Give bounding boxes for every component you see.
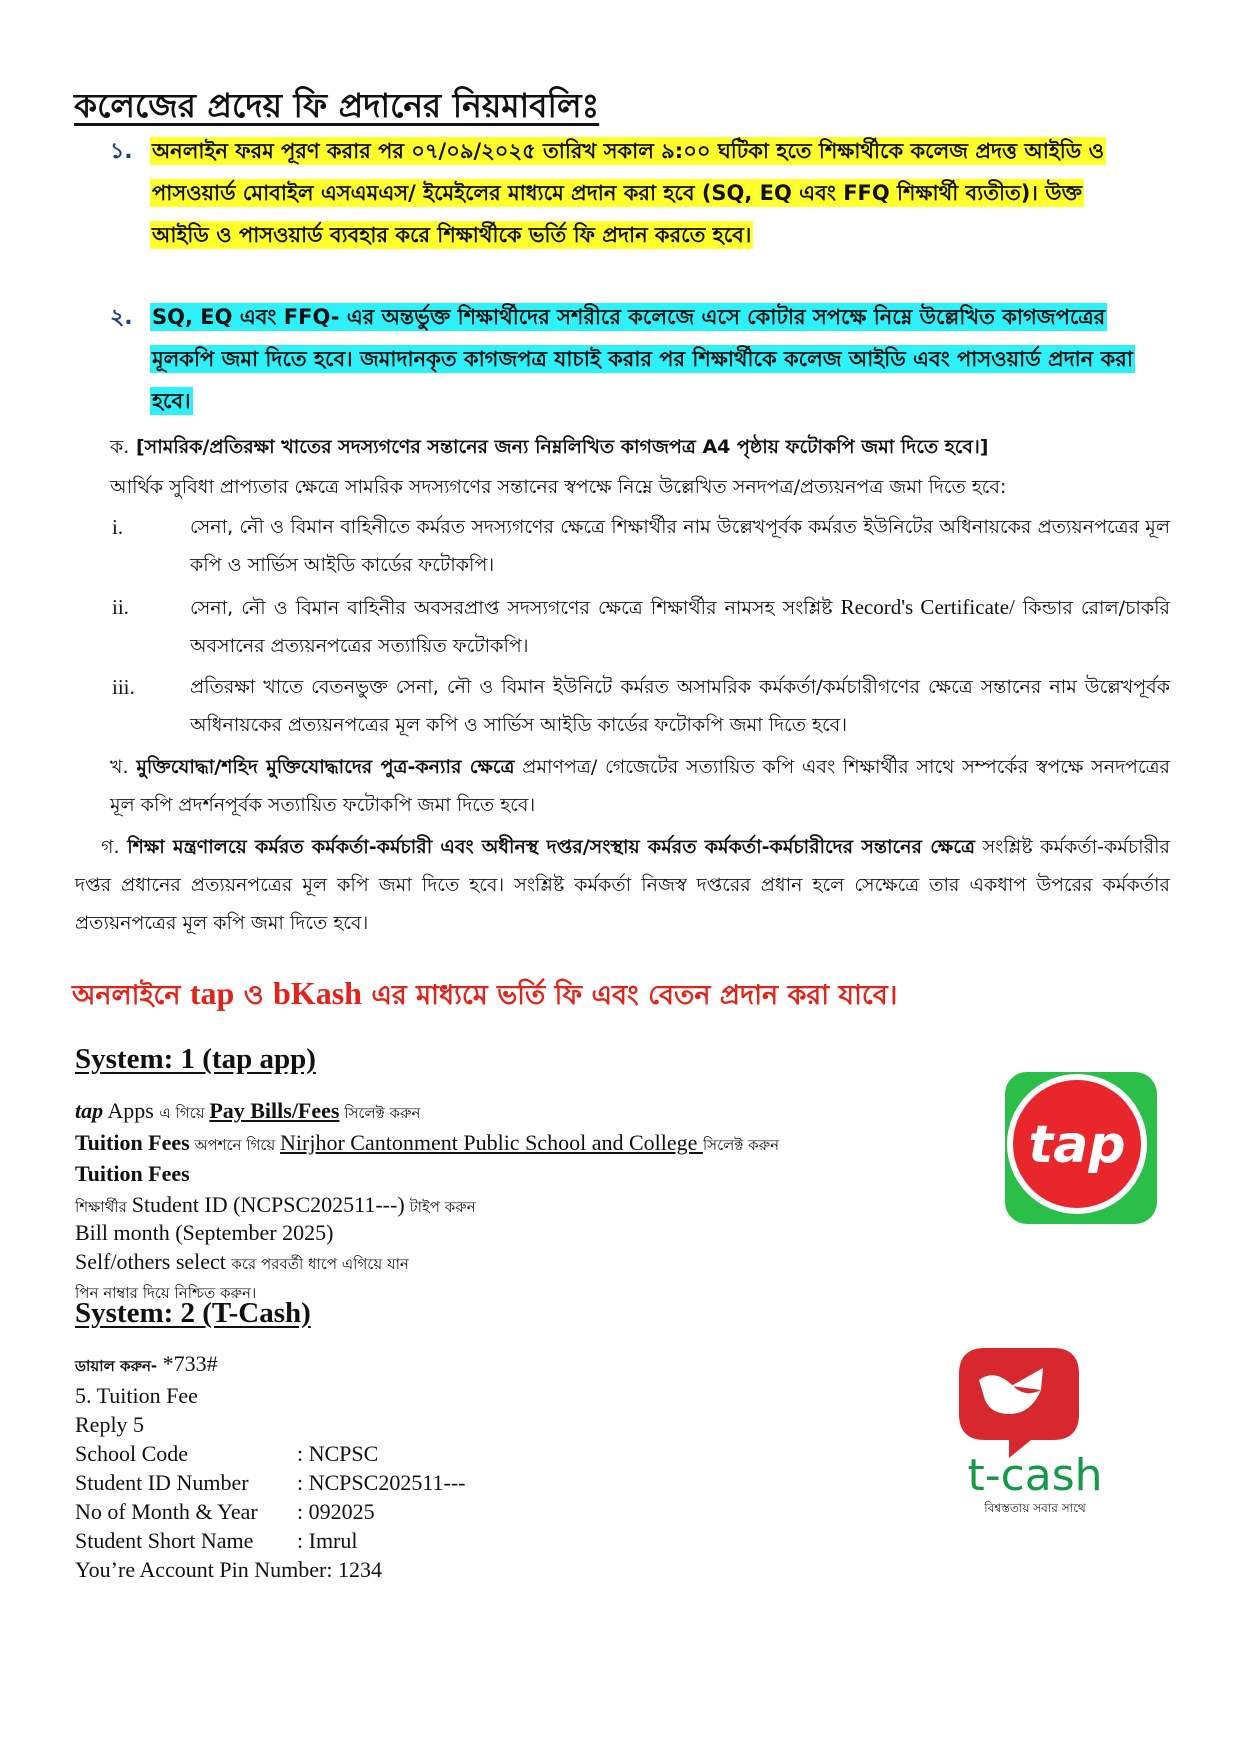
step-text: Nirjhor Cantonment Public School and College	[280, 1130, 703, 1155]
section-text: সংশ্লিষ্ট কর্মকর্তা-কর্মচারীর দপ্তর প্রধানের প্রত্যয়নপত্রের মূল কপি জমা দিতে হবে। সংশ্লিষ্ট কর্মকর্তা নিজস্ব দপ্তরের প্রধান হলে সেক্ষেত্রে তার একধাপ উপরের কর্মকর্তার প্রত্যয়নপত্রের মূল কপি জমা দিতে হবে।	[75, 836, 1170, 934]
step-text: Tuition Fees	[75, 1130, 190, 1155]
system-1-step	[75, 1098, 420, 1127]
tcash-logo-icon	[945, 1340, 1125, 1520]
field-label: School Code	[75, 1441, 189, 1466]
notice-text: অনলাইনে	[72, 980, 190, 1011]
tcash-logo-text: t-cash	[967, 1450, 1103, 1501]
step-text: Student ID (NCPSC202511---)	[131, 1192, 405, 1217]
step-text: সিলেক্ট করুন	[339, 1104, 421, 1122]
section-label: খ.	[110, 756, 129, 778]
rule-text	[150, 130, 1106, 256]
rule-line: মূলকপি জমা দিতে হবে। জমাদানকৃত কাগজপত্র যাচাই করার পর শিক্ষার্থীকে কলেজ আইডি এবং পাসওয়ার্ড প্রদান করা	[152, 347, 1133, 371]
field-row	[75, 1528, 358, 1554]
section-label: ক.	[110, 436, 130, 458]
system-1-step: Tuition Fees	[75, 1161, 190, 1186]
step-text: অপশনে গিয়ে	[189, 1136, 281, 1154]
field-label: Student ID Number	[75, 1470, 249, 1495]
system-2-step: 5. Tuition Fee	[75, 1383, 198, 1408]
system-1-step: Bill month (September 2025)	[75, 1220, 334, 1245]
rule-text	[150, 296, 1135, 422]
notice-text: ও	[234, 980, 273, 1011]
step-text: Pay Bills/Fees	[209, 1098, 340, 1123]
section-text: প্রমাণপত্র/ গেজেটের সত্যায়িত কপি এবং শিক্ষার্থীর সাথে সম্পর্কের স্বপক্ষে সনদপত্রের মূল কপি প্রদর্শনপূর্বক সত্যায়িত ফটোকপি জমা দিতে হবে।	[110, 756, 1170, 816]
section-ga	[75, 828, 1170, 942]
field-value: : Imrul	[297, 1528, 358, 1553]
rule-2	[110, 296, 1170, 422]
rule-1	[110, 130, 1170, 256]
rule-number: ২.	[110, 305, 133, 330]
item-number: i.	[112, 515, 124, 539]
item-text-part: কিন্ডার রোল/চাকরি অবসানের প্রত্যয়নপত্রের সত্যায়িত ফটোকপি।	[190, 597, 1171, 657]
list-item	[112, 668, 1170, 744]
step-text: করে পরবর্তী ধাপে এগিয়ে যান	[231, 1255, 409, 1273]
step-text: টাইপ করুন	[404, 1198, 476, 1216]
section-label: গ.	[101, 836, 120, 858]
step-text: Self/others select	[75, 1249, 232, 1274]
step-text: Apps	[103, 1098, 160, 1123]
page-title: কলেজের প্রদেয় ফি প্রদানের নিয়মাবলিঃ	[74, 86, 600, 125]
system-1-heading: System: 1 (tap app)	[75, 1043, 316, 1075]
step-text: শিক্ষার্থীর	[75, 1198, 132, 1216]
notice-text: এর মাধ্যমে ভর্তি ফি এবং বেতন প্রদান করা যাবে।	[361, 980, 898, 1011]
system-2-step: Reply 5	[75, 1412, 145, 1437]
section-kha	[110, 748, 1170, 824]
field-row	[75, 1470, 465, 1496]
item-text-latin: Record's Certificate/	[840, 595, 1015, 619]
item-number: ii.	[112, 595, 129, 619]
item-text: সেনা, নৌ ও বিমান বাহিনীতে কর্মরত সদস্যগণের ক্ষেত্রে শিক্ষার্থীর নাম উল্লেখপূর্বক কর্মরত ইউনিটের অধিনায়কের প্রত্যয়নপত্রের মূল কপি ও সার্ভিস আইডি কার্ডের ফটোকপি।	[190, 516, 1170, 576]
list-item	[112, 508, 1170, 584]
rule-line: হবে।	[152, 389, 191, 413]
dial-code: *733#	[157, 1351, 218, 1376]
list-item	[112, 588, 1170, 665]
tap-logo-text: tap	[1028, 1115, 1126, 1175]
section-heading-text: [সামরিক/প্রতিরক্ষা খাতের সদস্যগণের সন্তানের জন্য নিম্নলিখিত কাগজপত্র A4 পৃষ্ঠায় ফটোকপি জমা দিতে হবে।]	[135, 436, 989, 458]
step-text: সিলেক্ট করুন	[702, 1136, 780, 1154]
tap-logo-icon	[1005, 1072, 1157, 1224]
rule-line: SQ, EQ এবং FFQ- এর অন্তর্ভুক্ত শিক্ষার্থীদের সশরীরে কলেজে এসে কোটার সপক্ষে নিম্নে উল্লেখিত কাগজপত্রের	[152, 305, 1106, 329]
system-1-step	[75, 1192, 476, 1221]
field-row	[75, 1499, 375, 1525]
system-2-heading: System: 2 (T-Cash)	[75, 1297, 311, 1329]
tcash-tagline: বিশ্বস্ততায় সবার সাথে	[984, 1501, 1086, 1515]
system-1-step: পিন নাম্বার দিয়ে নিশ্চিত করুন।	[75, 1284, 257, 1302]
notice-bkash: bKash	[273, 975, 362, 1011]
section-bold-text: শিক্ষা মন্ত্রণালয়ে কর্মরত কর্মকর্তা-কর্মচারী এবং অধীনস্থ দপ্তর/সংস্থায় কর্মরত কর্মকর্তা-কর্মচারীদের সন্তানের ক্ষেত্রে	[127, 836, 975, 858]
field-value: : 092025	[297, 1499, 375, 1524]
rule-line: পাসওয়ার্ড মোবাইল এসএমএস/ ইমেইলের মাধ্যমে প্রদান করা হবে (SQ, EQ এবং FFQ শিক্ষার্থী ব্যতীত)। উক্ত	[152, 181, 1082, 205]
system-1-step	[75, 1130, 779, 1159]
pin-line: You’re Account Pin Number: 1234	[75, 1557, 382, 1582]
field-value: : NCPSC	[297, 1441, 379, 1466]
step-text: এ গিয়ে	[159, 1104, 210, 1122]
item-text	[190, 588, 1170, 665]
field-value: : NCPSC202511---	[297, 1470, 466, 1495]
system-1-step	[75, 1249, 409, 1278]
field-row	[75, 1441, 378, 1467]
section-ka-heading	[110, 428, 1170, 466]
item-number: iii.	[112, 675, 135, 699]
dial-label: ডায়াল করুন-	[75, 1357, 158, 1375]
section-bold-text: মুক্তিযোদ্ধা/শহিদ মুক্তিযোদ্ধাদের পুত্র-কন্যার ক্ষেত্রে	[136, 756, 515, 778]
rule-line: অনলাইন ফরম পূরণ করার পর ০৭/০৯/২০২৫ তারিখ সকাল ৯:০০ ঘটিকা হতে শিক্ষার্থীকে কলেজ প্রদত্ত আইডি ও	[152, 139, 1105, 163]
payment-notice	[72, 975, 897, 1020]
field-label: Student Short Name	[75, 1528, 254, 1553]
notice-tap: tap	[189, 975, 235, 1011]
dial-instruction	[75, 1351, 218, 1380]
step-text: tap	[75, 1098, 104, 1123]
section-ka-intro: আর্থিক সুবিধা প্রাপ্যতার ক্ষেত্রে সামরিক সদস্যগণের সন্তানের স্বপক্ষে নিম্নে উল্লেখিত সনদপত্র/প্রত্যয়নপত্র জমা দিতে হবে:	[110, 476, 1007, 498]
item-text: প্রতিরক্ষা খাতে বেতনভুক্ত সেনা, নৌ ও বিমান ইউনিটে কর্মরত অসামরিক কর্মকর্তা/কর্মচারীগণের ক্ষেত্রে সন্তানের নাম উল্লেখপূর্বক অধিনায়কের প্রত্যয়নপত্রের মূল কপি ও সার্ভিস আইডি কার্ডের ফটোকপি জমা দিতে হবে।	[190, 676, 1170, 736]
rule-line: আইডি ও পাসওয়ার্ড ব্যবহার করে শিক্ষার্থীকে ভর্তি ফি প্রদান করতে হবে।	[152, 223, 752, 247]
rule-number: ১.	[110, 139, 133, 164]
field-label: No of Month & Year	[75, 1499, 258, 1524]
item-text-part: সেনা, নৌ ও বিমান বাহিনীর অবসরপ্রাপ্ত সদস্যগণের ক্ষেত্রে শিক্ষার্থীর নামসহ সংশ্লিষ্ট	[190, 597, 841, 619]
